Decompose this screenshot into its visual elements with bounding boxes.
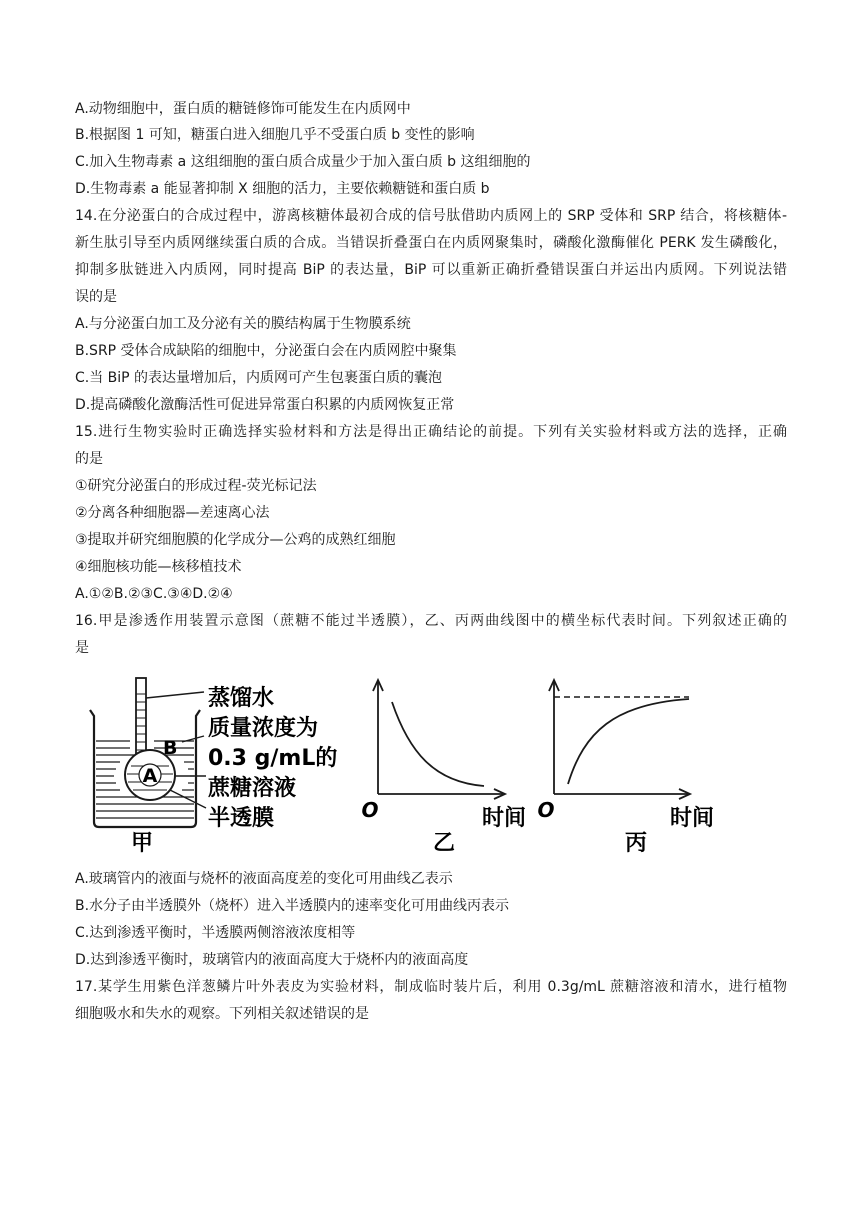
graph-bing-xlabel: 时间 [670, 806, 715, 831]
item-15-3: ③提取并研究细胞膜的化学成分—公鸡的成熟红细胞 [75, 532, 396, 548]
graph-yi-curve [392, 702, 484, 786]
question-14-line-3: 抑制多肽链进入内质网，同时提高 BiP 的表达量，BiP 可以重新正确折叠错误蛋白并运出内质网。下列说法错 [75, 262, 787, 278]
point-b-label: B [163, 737, 178, 759]
graph-yi [373, 680, 505, 799]
point-a-label: A [142, 765, 158, 787]
caption-yi: 乙 [432, 831, 456, 856]
caption-bing: 丙 [624, 831, 648, 856]
beaker-diagram [90, 678, 206, 827]
item-15-1: ①研究分泌蛋白的形成过程-荧光标记法 [75, 478, 317, 494]
option-14b: B.SRP 受体合成缺陷的细胞中，分泌蛋白会在内质网腔中聚集 [75, 343, 457, 359]
graph-yi-xlabel: 时间 [482, 806, 527, 831]
question-15-line-1: 15.进行生物实验时正确选择实验材料和方法是得出正确结论的前提。下列有关实验材料或方法的选择，正确 [75, 424, 787, 440]
graph-bing-origin: O [537, 798, 555, 822]
question-16-line-1: 16.甲是渗透作用装置示意图（蔗糖不能过半透膜），乙、丙两曲线图中的横坐标代表时间。下列叙述正确的 [75, 613, 787, 629]
question-17-line-2: 细胞吸水和失水的观察。下列相关叙述错误的是 [75, 1006, 369, 1022]
caption-jia: 甲 [130, 831, 154, 856]
option-16b: B.水分子由半透膜外（烧杯）进入半透膜内的速率变化可用曲线丙表示 [75, 898, 510, 914]
label-concentration-value: 0.3 g/mL的 [208, 746, 338, 771]
option-16a: A.玻璃管内的液面与烧杯的液面高度差的变化可用曲线乙表示 [75, 871, 453, 887]
option-13c: C.加入生物毒素 a 这组细胞的蛋白质合成量少于加入蛋白质 b 这组细胞的 [75, 154, 531, 170]
label-sucrose-solution: 蔗糖溶液 [208, 776, 297, 801]
label-mass-concentration: 质量浓度为 [208, 716, 319, 741]
question-16-line-2: 是 [75, 640, 89, 656]
label-distilled-water: 蒸馏水 [208, 686, 275, 711]
question-14-line-1: 14.在分泌蛋白的合成过程中，游离核糖体最初合成的信号肽借助内质网上的 SRP 受体和 SRP 结合，将核糖体- [75, 208, 787, 224]
option-14c: C.当 BiP 的表达量增加后，内质网可产生包裹蛋白质的囊泡 [75, 370, 443, 386]
question-14-line-4: 误的是 [75, 289, 117, 305]
question-17-line-1: 17.某学生用紫色洋葱鳞片叶外表皮为实验材料，制成临时装片后，利用 0.3g/mL 蔗糖溶液和清水，进行植物 [75, 979, 787, 995]
question-15-line-2: 的是 [75, 451, 103, 467]
option-13b: B.根据图 1 可知，糖蛋白进入细胞几乎不受蛋白质 b 变性的影响 [75, 127, 475, 143]
osmosis-figure [84, 672, 734, 862]
graph-bing [549, 680, 690, 799]
graph-yi-origin: O [361, 798, 379, 822]
osmosis-figure-svg [84, 672, 734, 862]
option-16c: C.达到渗透平衡时，半透膜两侧溶液浓度相等 [75, 925, 356, 941]
item-15-4: ④细胞核功能—核移植技术 [75, 559, 242, 575]
options-15: A.①②B.②③C.③④D.②④ [75, 586, 233, 602]
item-15-2: ②分离各种细胞器—差速离心法 [75, 505, 270, 521]
question-14-line-2: 新生肽引导至内质网继续蛋白质的合成。当错误折叠蛋白在内质网聚集时，磷酸化激酶催化 PERK 发生磷酸化， [75, 235, 787, 251]
option-16d: D.达到渗透平衡时，玻璃管内的液面高度大于烧杯内的液面高度 [75, 952, 469, 968]
option-13d: D.生物毒素 a 能显著抑制 X 细胞的活力，主要依赖糖链和蛋白质 b [75, 181, 490, 197]
graph-bing-curve [568, 699, 689, 784]
option-14a: A.与分泌蛋白加工及分泌有关的膜结构属于生物膜系统 [75, 316, 411, 332]
option-13a: A.动物细胞中，蛋白质的糖链修饰可能发生在内质网中 [75, 101, 411, 117]
option-14d: D.提高磷酸化激酶活性可促进异常蛋白积累的内质网恢复正常 [75, 397, 455, 413]
label-semipermeable-membrane: 半透膜 [208, 806, 275, 831]
